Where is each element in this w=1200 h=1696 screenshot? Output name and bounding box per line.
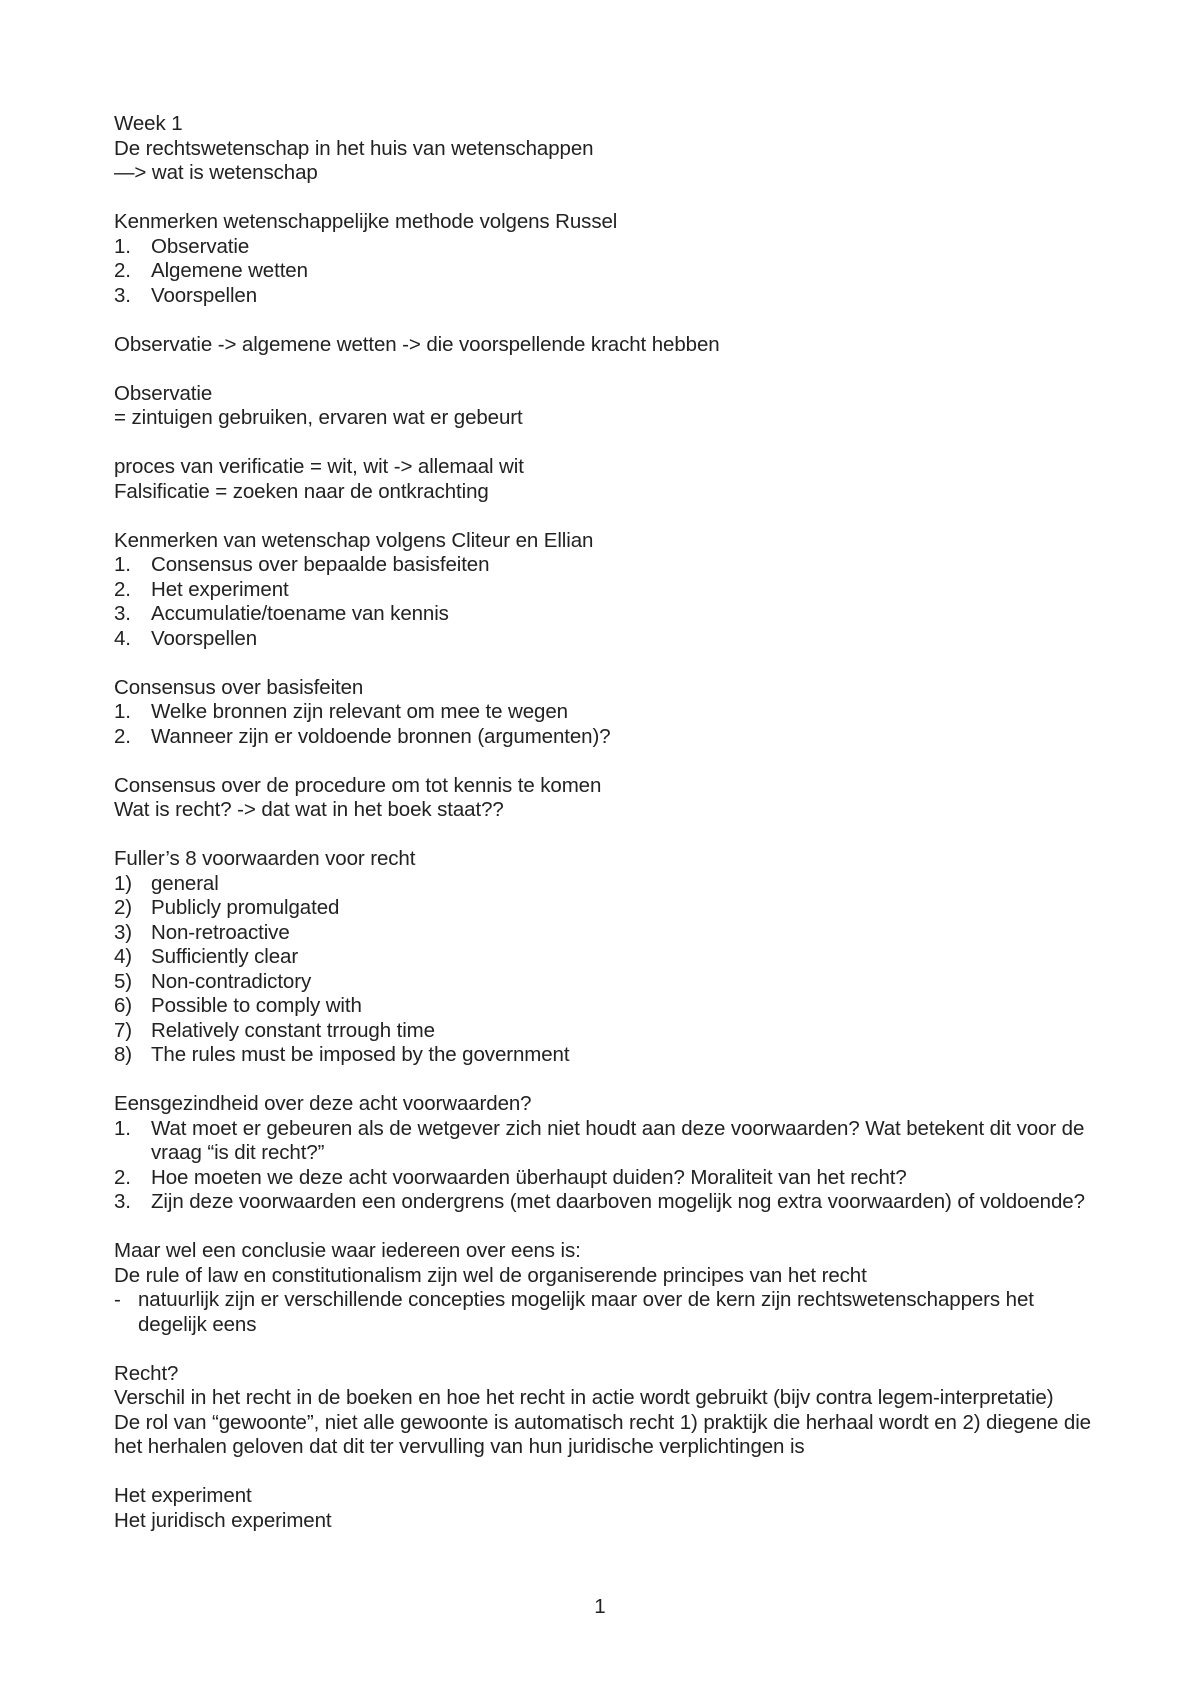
observatie-definition: = zintuigen gebruiken, ervaren wat er gebeurt [114, 406, 523, 429]
conclusie-heading: Maar wel een conclusie waar iedereen over eens is: [114, 1239, 581, 1262]
conclusie-bullets [114, 1288, 1094, 1337]
list-marker: 4) [114, 945, 133, 968]
list-item-text: Publicly promulgated [151, 896, 340, 919]
russel-heading: Kenmerken wetenschappelijke methode volgens Russel [114, 210, 618, 233]
list-item [114, 1288, 1094, 1337]
list-item-text: general [151, 871, 219, 895]
eensgezindheid-list [114, 1117, 1094, 1215]
list-item [114, 627, 1094, 652]
bullet-marker: - [114, 1288, 121, 1311]
list-marker: 2. [114, 724, 131, 748]
list-item-text: Zijn deze voorwaarden een ondergrens (met daarboven mogelijk nog extra voorwaarden) of voldoende? [151, 1190, 1085, 1213]
list-marker: 7) [114, 1018, 133, 1042]
list-item-text: Possible to comply with [151, 994, 362, 1017]
list-item [114, 1166, 1094, 1191]
recht-paragraph-1: Verschil in het recht in de boeken en hoe het recht in actie wordt gebruikt (bijv contra legem-interpretatie) [114, 1386, 1054, 1409]
list-item [114, 235, 1094, 260]
list-marker: 1. [114, 700, 131, 723]
list-item-text: natuurlijk zijn er verschillende concepties mogelijk maar over de kern zijn rechtswetenschappers het degelijk eens [138, 1288, 1034, 1336]
experiment-heading: Het experiment [114, 1484, 252, 1507]
list-item [114, 1019, 1094, 1044]
list-item [114, 725, 1094, 750]
list-marker: 3. [114, 1190, 131, 1213]
list-item-text: Welke bronnen zijn relevant om mee te wegen [151, 700, 568, 723]
list-item [114, 1190, 1094, 1215]
list-item [114, 872, 1094, 897]
document-page [114, 112, 1097, 1533]
fuller-list [114, 872, 1094, 1068]
cliteur-list [114, 553, 1094, 651]
recht-heading: Recht? [114, 1361, 179, 1385]
chapter-title: De rechtswetenschap in het huis van wetenschappen [114, 136, 594, 160]
list-item-text: Accumulatie/toename van kennis [151, 602, 449, 625]
chain-line: Observatie -> algemene wetten -> die voorspellende kracht hebben [114, 332, 720, 356]
conclusie-statement: De rule of law en constitutionalism zijn wel de organiserende principes van het recht [114, 1263, 867, 1287]
list-item-text: Wat moet er gebeuren als de wetgever zich niet houdt aan deze voorwaarden? Wat betekent dit voor de vraag “is dit recht?” [151, 1116, 1085, 1164]
list-item [114, 553, 1094, 578]
procedure-heading: Consensus over de procedure om tot kennis te komen [114, 773, 602, 797]
list-item-text: Sufficiently clear [151, 945, 299, 968]
chapter-subtitle: —> wat is wetenschap [114, 161, 318, 184]
list-item [114, 1043, 1094, 1068]
list-item-text: Wanneer zijn er voldoende bronnen (argumenten)? [151, 724, 611, 748]
juridisch-experiment-line: Het juridisch experiment [114, 1508, 332, 1532]
list-item [114, 578, 1094, 603]
list-marker: 3. [114, 283, 131, 307]
list-item [114, 700, 1094, 725]
list-item-text: Voorspellen [151, 283, 258, 307]
cliteur-heading: Kenmerken van wetenschap volgens Cliteur en Ellian [114, 528, 594, 552]
russel-list [114, 235, 1094, 309]
list-item [114, 259, 1094, 284]
list-item [114, 921, 1094, 946]
list-item-text: Het experiment [151, 577, 289, 601]
list-marker: 5) [114, 969, 133, 993]
observatie-heading: Observatie [114, 381, 213, 405]
list-marker: 3) [114, 920, 133, 944]
fuller-heading: Fuller’s 8 voorwaarden voor recht [114, 847, 416, 870]
list-item-text: The rules must be imposed by the government [151, 1043, 570, 1066]
list-marker: 2. [114, 577, 131, 601]
list-marker: 6) [114, 994, 133, 1017]
falsificatie-line: Falsificatie = zoeken naar de ontkrachting [114, 479, 489, 503]
list-item [114, 1117, 1094, 1166]
list-item-text: Hoe moeten we deze acht voorwaarden überhaupt duiden? Moraliteit van het recht? [151, 1165, 907, 1189]
list-marker: 1) [114, 871, 133, 895]
list-item-text: Non-retroactive [151, 920, 290, 944]
list-item-text: Non-contradictory [151, 969, 312, 993]
list-marker: 1. [114, 553, 131, 576]
list-item [114, 994, 1094, 1019]
list-marker: 3. [114, 602, 131, 625]
list-marker: 2) [114, 896, 133, 919]
list-marker: 2. [114, 259, 131, 282]
week-title: Week 1 [114, 112, 183, 135]
list-item [114, 602, 1094, 627]
list-item-text: Algemene wetten [151, 259, 308, 282]
list-item-text: Observatie [151, 234, 250, 258]
list-item [114, 896, 1094, 921]
basisfeiten-heading: Consensus over basisfeiten [114, 675, 364, 699]
list-item [114, 284, 1094, 309]
list-item-text: Relatively constant trrough time [151, 1018, 435, 1042]
basisfeiten-list [114, 700, 1094, 749]
list-marker: 1. [114, 234, 131, 258]
list-marker: 1. [114, 1116, 131, 1140]
eensgezindheid-heading: Eensgezindheid over deze acht voorwaarden? [114, 1092, 532, 1115]
list-item [114, 945, 1094, 970]
list-item [114, 970, 1094, 995]
verificatie-line: proces van verificatie = wit, wit -> allemaal wit [114, 455, 524, 478]
list-marker: 2. [114, 1165, 131, 1189]
list-item-text: Consensus over bepaalde basisfeiten [151, 553, 490, 576]
procedure-question: Wat is recht? -> dat wat in het boek staat?? [114, 798, 504, 821]
list-marker: 8) [114, 1043, 133, 1066]
list-marker: 4. [114, 626, 131, 650]
page-number: 1 [594, 1595, 606, 1618]
recht-paragraph-2: De rol van “gewoonte”, niet alle gewoonte is automatisch recht 1) praktijk die herhaal wordt en 2) diegene die het herhalen geloven dat dit ter vervulling van hun juridische verplichtingen is [114, 1410, 1097, 1458]
list-item-text: Voorspellen [151, 626, 258, 650]
